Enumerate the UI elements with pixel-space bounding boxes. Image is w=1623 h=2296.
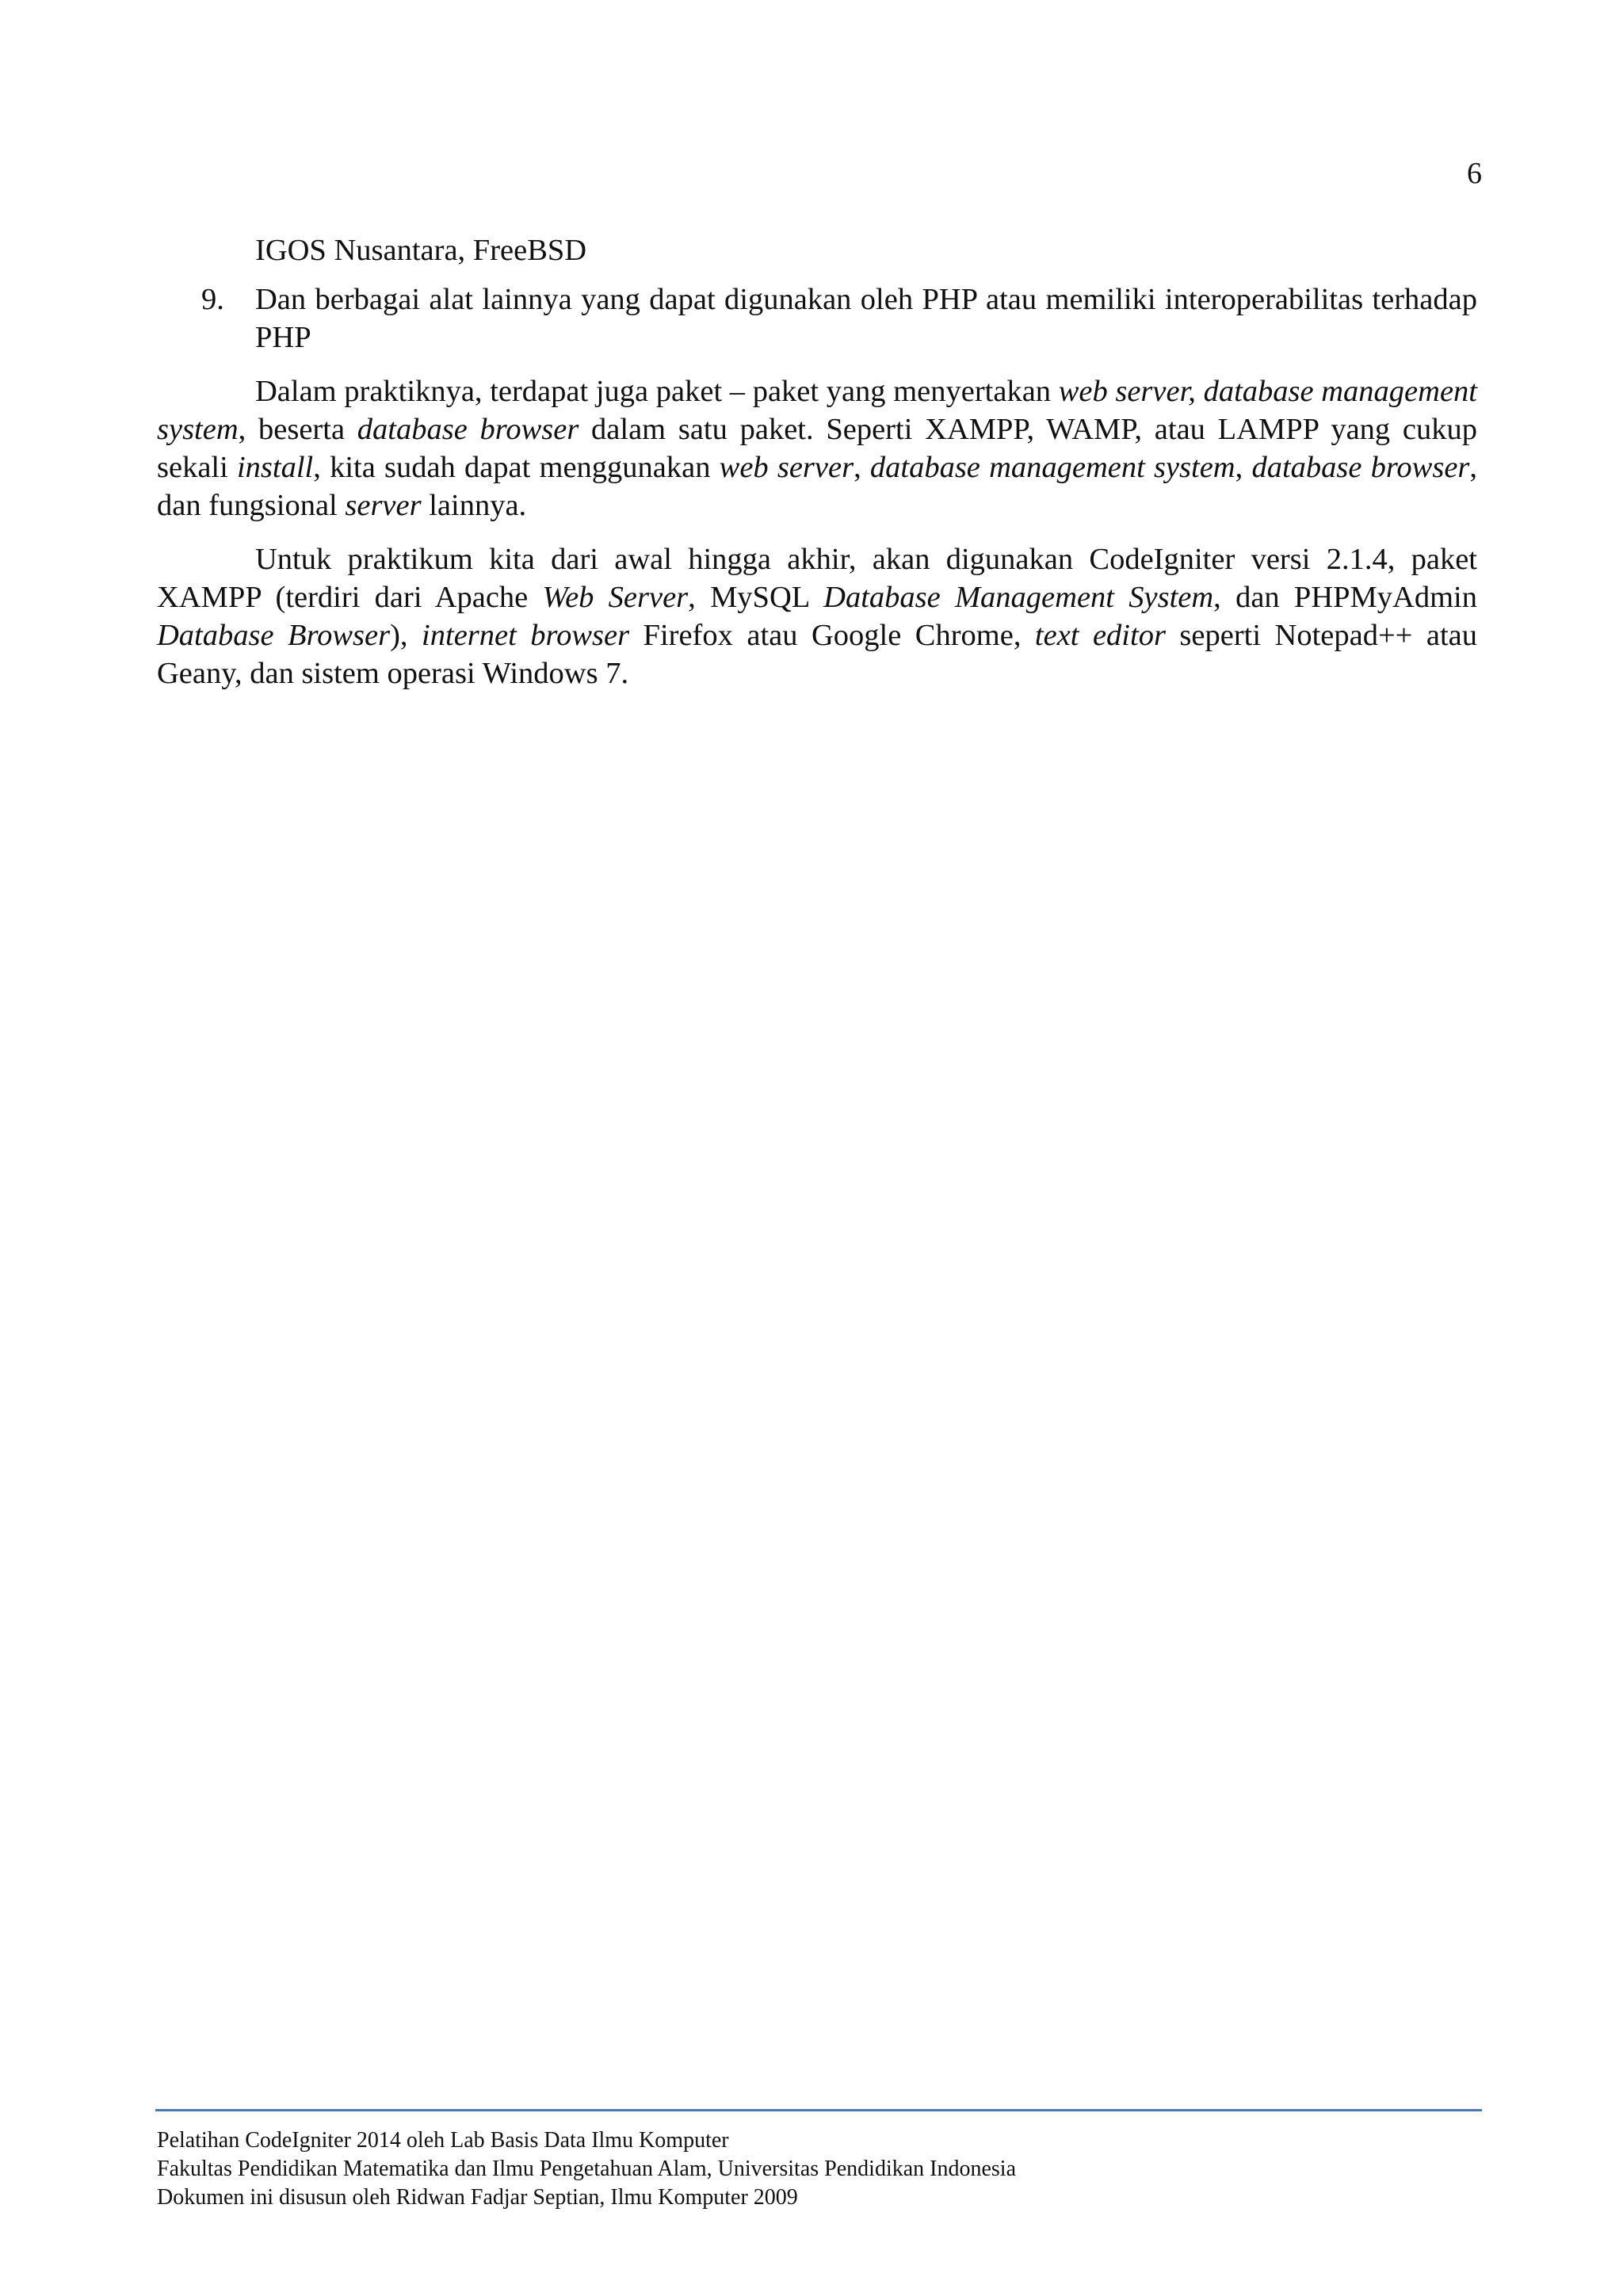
italic-term: database management system	[869, 451, 1235, 484]
page-body	[157, 231, 1477, 692]
italic-term: internet browser	[422, 619, 630, 652]
footer-line-1: Pelatihan CodeIgniter 2014 oleh Lab Basis Data Ilmu Komputer	[157, 2128, 729, 2153]
footer-line-3: Dokumen ini disusun oleh Ridwan Fadjar Septian, Ilmu Komputer 2009	[157, 2185, 798, 2210]
page-footer	[157, 2126, 1480, 2212]
italic-term: server	[345, 489, 422, 522]
text-run: ),	[390, 619, 422, 652]
list-item-number: 9.	[201, 283, 224, 316]
text-run: ,	[854, 451, 870, 484]
paragraph-bundled-packages	[157, 372, 1477, 524]
italic-term: Database Management System	[823, 581, 1214, 614]
text-run: dalam satu paket. Seperti XAMPP, WAMP, atau LAMPP yang cukup sekali	[157, 413, 1477, 484]
list-item	[157, 280, 1477, 357]
italic-term: database browser	[1251, 451, 1470, 484]
list-item-text: Dan berbagai alat lainnya yang dapat digunakan oleh PHP atau memiliki interoperabilitas terhadap PHP	[255, 283, 1477, 354]
text-run: , MySQL	[688, 581, 824, 614]
text-run: , beserta	[238, 413, 357, 446]
italic-term: web server, database management system	[157, 375, 1477, 446]
text-run: , dan PHPMyAdmin	[1213, 581, 1477, 614]
text-run: , kita sudah dapat menggunakan	[313, 451, 720, 484]
text-run: , dan fungsional	[157, 451, 1478, 522]
text-run: Untuk praktikum kita dari awal hingga akhir, akan digunakan CodeIgniter versi 2.1.4, paket XAMPP (terdiri dari Apache	[157, 543, 1477, 614]
footer-line-2: Fakultas Pendidikan Matematika dan Ilmu Pengetahuan Alam, Universitas Pendidikan Indonesia	[157, 2157, 1017, 2181]
text-run: ,	[1235, 451, 1252, 484]
italic-term: Web Server	[542, 581, 689, 614]
text-run: Firefox atau Google Chrome,	[629, 619, 1035, 652]
italic-term: Database Browser	[157, 619, 391, 652]
italic-term: text editor	[1034, 619, 1166, 652]
text-run: lainnya.	[421, 489, 527, 522]
text-run: Dalam praktiknya, terdapat juga paket – paket yang menyertakan	[255, 375, 1059, 408]
paragraph-practicum-tools	[157, 540, 1477, 692]
list-item-continuation: IGOS Nusantara, FreeBSD	[255, 234, 587, 267]
text-run: seperti Notepad++ atau Geany, dan sistem operasi Windows 7.	[157, 619, 1477, 690]
footer-rule	[155, 2109, 1482, 2111]
italic-term: database browser	[357, 413, 579, 446]
page-number: 6	[1467, 157, 1482, 190]
italic-term: web server	[719, 451, 854, 484]
italic-term: install	[236, 451, 314, 484]
